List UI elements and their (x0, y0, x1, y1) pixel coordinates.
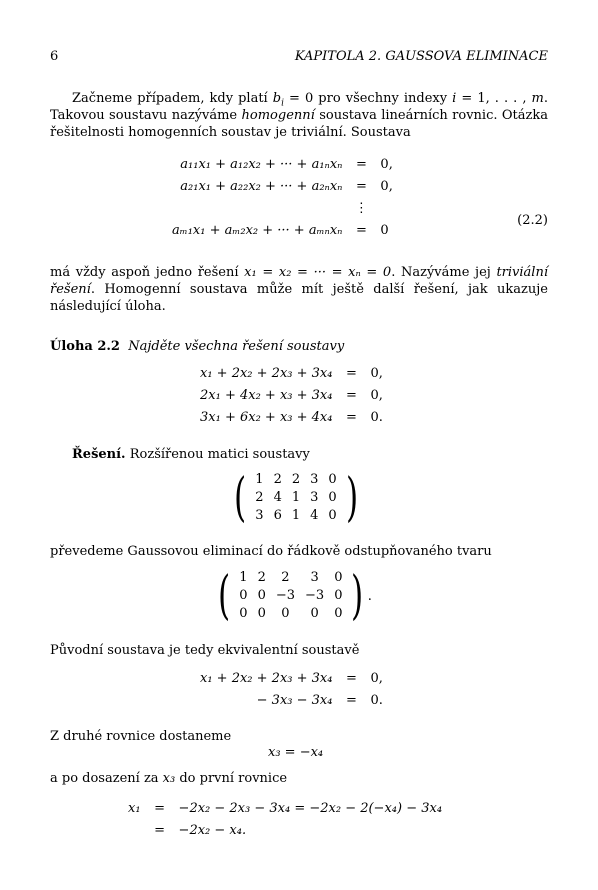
intro-paragraph (50, 90, 548, 141)
intro-text-4: . Takovou soustavu nazýváme (50, 91, 548, 123)
system-row: ⋮ (354, 201, 368, 216)
intro-text-3: = 1, . . . , (456, 91, 532, 106)
final-derivation (124, 798, 446, 842)
matrix-row: 0 0 −3 −3 0 (239, 588, 343, 603)
matrix-body (250, 471, 341, 525)
intro-homogenni: homogenní (241, 108, 315, 123)
system-row: aₘ₁x₁ + aₘ₂x₂ + ··· + aₘₙxₙ = 0 (172, 223, 389, 238)
trivial-solution-term: triviální řešení (50, 265, 548, 297)
solution-text: Rozšířenou matici soustavy (125, 447, 310, 462)
right-paren: ) (351, 566, 364, 626)
system-row: a₂₁x₁ + a₂₂x₂ + ··· + a₂ₙxₙ = 0, (180, 179, 393, 194)
transition-text: převedeme Gaussovou eliminací do řádkově odstupňovaného tvaru (50, 544, 492, 559)
final-row: x₁ = −2x₂ − 2x₃ − 3x₄ = −2x₂ − 2(−x₄) − 3x₄ (128, 801, 443, 816)
equivalent-row: − 3x₃ − 3x₄ = 0. (256, 693, 383, 708)
matrix-end-period: . (367, 588, 372, 604)
left-paren: ( (234, 468, 247, 528)
second-equation-text: Z druhé rovnice dostaneme (50, 729, 232, 744)
equivalent-system (196, 668, 387, 712)
task-text: Najděte všechna řešení soustavy (128, 339, 345, 354)
solution-heading (72, 446, 310, 463)
intro-b-sub: i (281, 98, 284, 109)
system-row: a₁₁x₁ + a₁₂x₂ + ··· + a₁ₙxₙ = 0, (180, 157, 393, 172)
intro-m: m (531, 91, 544, 106)
task-row: 3x₁ + 6x₂ + x₃ + 4x₄ = 0. (200, 410, 383, 425)
matrix-row: 3 6 1 4 0 (255, 508, 337, 523)
equation-label: (2.2) (517, 213, 548, 228)
system-2-2 (168, 154, 397, 242)
intro-i: i (452, 91, 457, 106)
augmented-matrix (230, 468, 362, 528)
intro-text-5: soustava lineárních rovnic. Otázka řešitelnosti homogenních soustav je triviální. Soustava (50, 108, 548, 140)
matrix-row: 0 0 0 0 0 (239, 606, 343, 621)
trivial-solution-formula: x₁ = x₂ = ··· = xₙ = 0 (244, 265, 392, 280)
after-text-1: má vždy aspoň jedno řešení (50, 265, 245, 280)
task-heading (50, 338, 344, 355)
task-row: 2x₁ + 4x₂ + x₃ + 3x₄ = 0, (200, 388, 383, 403)
after-system-paragraph (50, 264, 548, 315)
page-number: 6 (50, 49, 59, 64)
task-label: Úloha 2.2 (50, 339, 120, 354)
running-title: KAPITOLA 2. GAUSSOVA ELIMINACE (294, 49, 548, 64)
matrix-row: 1 2 2 3 0 (239, 570, 343, 585)
equivalent-text: Původní soustava je tedy ekvivalentní soustavě (50, 643, 360, 658)
intro-b: b (272, 91, 282, 106)
substitution-text: a po dosazení za x₃ do první rovnice (50, 771, 288, 786)
intro-text-1: Začneme případem, kdy platí (72, 91, 273, 106)
task-row: x₁ + 2x₂ + 2x₃ + 3x₄ = 0, (200, 366, 383, 381)
final-row: = −2x₂ − x₄. (154, 823, 247, 838)
left-paren: ( (218, 566, 231, 626)
solution-label: Řešení. (72, 447, 126, 462)
matrix-row: 1 2 2 3 0 (255, 472, 337, 487)
intro-text-2: = 0 pro všechny indexy (283, 91, 453, 106)
after-text-2: . Nazýváme jej (391, 265, 497, 280)
task-system (196, 363, 387, 429)
right-paren: ) (345, 468, 358, 528)
x3-equation: x₃ = −x₄ (268, 745, 324, 760)
echelon-matrix (214, 566, 372, 626)
matrix-body (234, 569, 347, 623)
equivalent-row: x₁ + 2x₂ + 2x₃ + 3x₄ = 0, (200, 671, 383, 686)
after-text-3: . Homogenní soustava může mít ještě další řešení, jak ukazuje následující úloha. (50, 282, 548, 314)
matrix-row: 2 4 1 3 0 (255, 490, 337, 505)
